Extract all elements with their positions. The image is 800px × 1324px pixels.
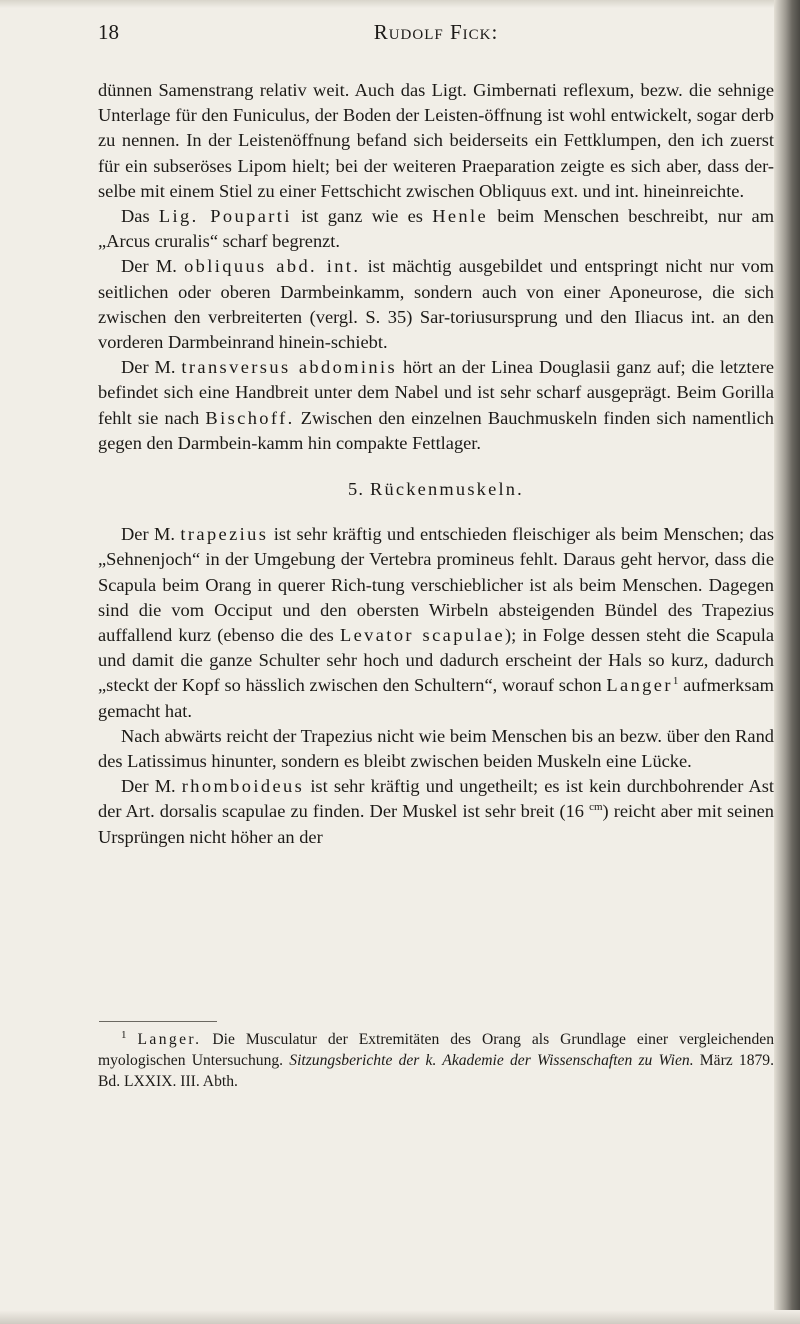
term-lig-pouparti: Lig. Pouparti [158,206,292,227]
footnote-author: Langer. [137,1031,202,1048]
footnote-tail: März 1879. Bd. LXXIX. III. Abth. [98,1052,774,1090]
author-langer: Langer [606,675,673,696]
paragraph-2: Das Lig. Pouparti ist ganz wie es Henle beim Menschen beschreibt, nur am „Arcus cruralis“ scharf begrenzt. [98,206,775,252]
footnote-ref: 1 [672,675,679,688]
paragraph-3: Der M. obliquus abd. int. ist mächtig ausgebildet und entspringt nicht nur vom seitlichen oder oberen Darmbeinkamm, sondern auch von einer Aponeurose, die sich zwischen den verbreiterten (vergl. S. 35) Sar-toriusursprung und den Iliacus int. an den vorderen Darmbeinrand hinein-schiebt. [98,256,774,353]
paragraph-1: dünnen Samenstrang relativ weit. Auch das Ligt. Gimbernati reflexum, bezw. die sehnige Unterlage für den Funiculus, der Boden der Leisten-öffnung ist wohl entwickelt, sogar derb zu nennen. In der Leistenöffnung befand sich beiderseits ein Fettklumpen, den ich zuerst für ein subseröses Lipom hielt; bei der weiteren Praeparation zeigte es sich aber, dass der-selbe mit einem Stiel zu einer Fettschicht zwischen Obliquus ext. und int. hineinreichte. [98,80,774,201]
author-bischoff: Bischoff. [205,407,295,428]
paragraph-6: Nach abwärts reicht der Trapezius nicht wie beim Menschen bis an bezw. über den Rand des Latissimus hinunter, sondern es bleibt zwischen beiden Muskeln eine Lücke. [98,725,774,772]
page-bottom-edge [0,1310,800,1324]
footnote-marker: 1 [121,1028,127,1041]
footnote [98,1029,774,1092]
running-head: Rudolf Fick: [373,20,499,44]
section-title: Rückenmuskeln. [370,479,524,500]
term-levator-scapulae: Levator scapulae [339,625,506,646]
term-transversus: transversus abdominis [181,357,398,378]
page-header [98,20,774,50]
paragraph-5: Der M. trapezius ist sehr kräftig und entschieden fleischiger als beim Menschen; das „Sehnenjoch“ in der Umgebung der Vertebra promineus fehlt. Daraus geht hervor, dass die Scapula beim Orang in querer Rich-tung verschieblicher ist als beim Menschen. Dagegen sind die vom Occiput und den obersten Wirbeln absteigenden Bündel des Trapezius auffallend kurz (ebenso die des Levator scapulae); in Folge dessen steht die Scapula und damit die ganze Schulter sehr hoch und dadurch erscheint der Hals so kurz, dadurch „steckt der Kopf so hässlich zwischen den Schultern“, worauf schon Langer$^1$ aufmerksam gemacht hat. [98,524,774,721]
paragraph-4: Der M. transversus abdominis hört an der Linea Douglasii ganz auf; die letztere befindet sich eine Handbreit unter dem Nabel und ist sehr scharf ausgeprägt. Beim Gorilla fehlt sie nach Bischoff. Zwischen den einzelnen Bauchmuskeln finden sich namentlich gegen den Darmbein-kamm hin compakte Fettlager. [98,357,775,453]
paragraph-7: Der M. rhomboideus ist sehr kräftig und ungetheilt; es ist kein durchbohrender Ast der Art. dorsalis scapulae zu finden. Der Muskel ist sehr breit (16 $^{cm}$) reicht aber mit seinen Ursprüngen nicht höher an der [98,776,775,847]
footnote-rule [99,1021,217,1022]
footnote-text: Die Musculatur der Extremitäten des Orang als Grundlage einer vergleichenden myologischen Untersuchung. [98,1031,774,1069]
term-trapezius: trapezius [180,524,269,545]
term-obliquus: obliquus abd. int. [184,256,361,277]
page-right-edge-shadow [774,0,800,1324]
term-rhomboideus: rhomboideus [181,776,305,797]
author-henle: Henle [432,206,489,227]
page-top-edge [0,0,800,8]
section-heading [98,477,774,502]
page-number: 18 [98,20,119,44]
section-number: 5. [348,479,365,500]
footnote-journal: Sitzungsberichte der k. Akademie der Wissenschaften zu Wien. [289,1052,694,1069]
body-text [98,78,774,850]
unit-cm: cm [589,801,603,814]
